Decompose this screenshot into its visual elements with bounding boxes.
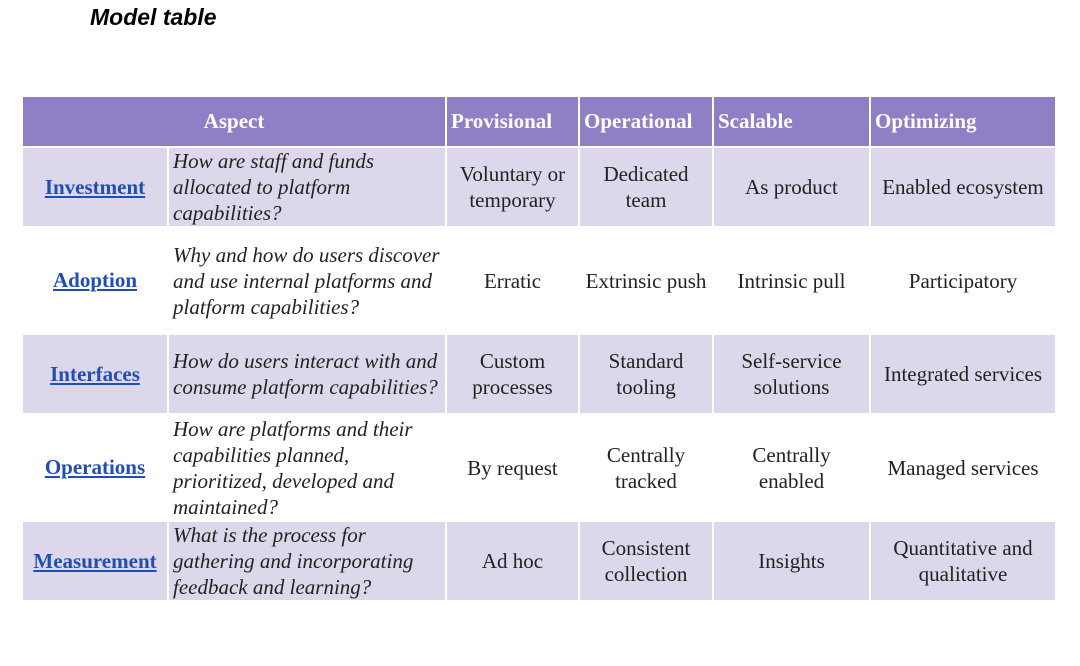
level-cell-operational: Extrinsic push bbox=[579, 227, 713, 334]
aspect-link-measurement[interactable]: Measurement bbox=[33, 548, 157, 573]
aspect-cell bbox=[22, 227, 168, 334]
table-row-measurement bbox=[22, 521, 1056, 601]
level-cell-operational: Consistent collection bbox=[579, 521, 713, 601]
level-cell-scalable: Self-service solutions bbox=[713, 334, 870, 414]
level-cell-optimizing: Quantitative and qualitative bbox=[870, 521, 1056, 601]
level-cell-provisional: By request bbox=[446, 414, 579, 521]
level-cell-optimizing: Managed services bbox=[870, 414, 1056, 521]
question-cell: What is the process for gathering and incorporating feedback and learning? bbox=[168, 521, 446, 601]
aspect-link-operations[interactable]: Operations bbox=[44, 455, 146, 479]
level-cell-provisional: Custom processes bbox=[446, 334, 579, 414]
header-row bbox=[22, 96, 1056, 147]
level-cell-optimizing: Integrated services bbox=[870, 334, 1056, 414]
level-cell-optimizing: Participatory bbox=[870, 227, 1056, 334]
level-cell-provisional: Erratic bbox=[446, 227, 579, 334]
page-title: Model table bbox=[90, 4, 217, 30]
header-provisional: Provisional bbox=[446, 96, 579, 147]
model-table bbox=[21, 95, 1057, 602]
table-row-adoption bbox=[22, 227, 1056, 334]
table-row-investment bbox=[22, 147, 1056, 227]
header-scalable: Scalable bbox=[713, 96, 870, 147]
table-row-interfaces bbox=[22, 334, 1056, 414]
level-cell-scalable: Centrally enabled bbox=[713, 414, 870, 521]
level-cell-operational: Centrally tracked bbox=[579, 414, 713, 521]
level-cell-scalable: Insights bbox=[713, 521, 870, 601]
aspect-cell bbox=[22, 414, 168, 521]
level-cell-scalable: As product bbox=[713, 147, 870, 227]
aspect-cell bbox=[22, 334, 168, 414]
table-row-operations bbox=[22, 414, 1056, 521]
question-cell: Why and how do users discover and use internal platforms and platform capabilities? bbox=[168, 227, 446, 334]
aspect-cell bbox=[22, 147, 168, 227]
question-cell: How do users interact with and consume platform capabilities? bbox=[168, 334, 446, 414]
question-cell: How are platforms and their capabilities planned, prioritized, developed and maintained? bbox=[168, 414, 446, 521]
level-cell-optimizing: Enabled ecosystem bbox=[870, 147, 1056, 227]
level-cell-operational: Dedicated team bbox=[579, 147, 713, 227]
level-cell-provisional: Voluntary or temporary bbox=[446, 147, 579, 227]
aspect-link-interfaces[interactable]: Interfaces bbox=[50, 361, 140, 386]
header-operational: Operational bbox=[579, 96, 713, 147]
question-cell: How are staff and funds allocated to platform capabilities? bbox=[168, 147, 446, 227]
aspect-link-investment[interactable]: Investment bbox=[44, 174, 146, 199]
level-cell-operational: Standard tooling bbox=[579, 334, 713, 414]
level-cell-provisional: Ad hoc bbox=[446, 521, 579, 601]
aspect-link-adoption[interactable]: Adoption bbox=[52, 268, 138, 292]
aspect-cell bbox=[22, 521, 168, 601]
header-optimizing: Optimizing bbox=[870, 96, 1056, 147]
header-aspect: Aspect bbox=[22, 96, 446, 147]
level-cell-scalable: Intrinsic pull bbox=[713, 227, 870, 334]
